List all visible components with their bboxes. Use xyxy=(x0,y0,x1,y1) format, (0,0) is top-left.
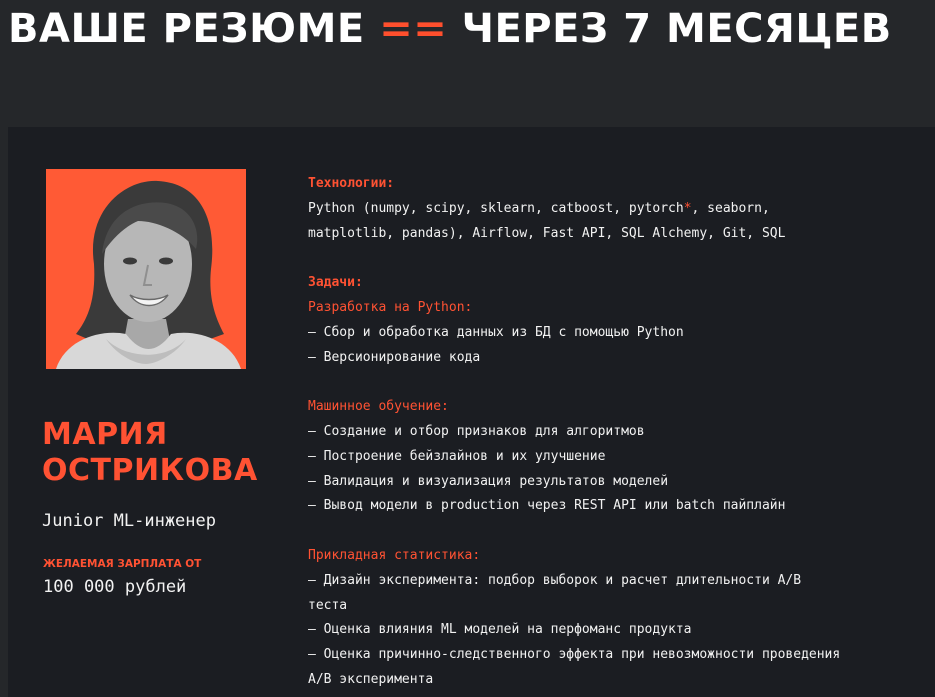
spacer xyxy=(308,370,908,395)
name-first: МАРИЯ xyxy=(42,417,168,452)
headline-accent: == xyxy=(379,6,448,52)
tech-line-1-text: Python (numpy, scipy, sklearn, catboost, pytorch xyxy=(308,200,684,216)
stats-task-item: теста xyxy=(308,597,348,613)
headline-part1: ВАШЕ РЕЗЮМЕ xyxy=(8,6,380,52)
stats-task-item: – Оценка причинно-следственного эффекта при невозможности проведения xyxy=(308,647,841,663)
page-headline xyxy=(8,4,935,54)
stats-section-title: Прикладная статистика: xyxy=(308,547,481,563)
name-last: ОСТРИКОВА xyxy=(42,453,258,488)
headline-part2: ЧЕРЕЗ 7 МЕСЯЦЕВ xyxy=(447,6,892,52)
ml-task-item: – Вывод модели в production через REST API или batch пайплайн xyxy=(308,498,786,514)
tasks-heading: Задачи: xyxy=(308,275,363,291)
stats-task-item: – Дизайн эксперимента: подбор выборок и расчет длительности A/B xyxy=(308,572,802,588)
pytorch-asterisk: * xyxy=(683,200,692,216)
spacer xyxy=(308,519,908,544)
resume-card xyxy=(8,127,935,697)
python-task-item: – Версионирование кода xyxy=(308,349,481,365)
candidate-name xyxy=(42,417,292,489)
python-section-title: Разработка на Python: xyxy=(308,299,473,315)
tech-line-2: matplotlib, pandas), Airflow, Fast API, SQL Alchemy, Git, SQL xyxy=(308,225,786,241)
spacer xyxy=(308,246,908,271)
python-task-item: – Сбор и обработка данных из БД с помощью Python xyxy=(308,324,684,340)
stats-task-item: – Оценка влияния ML моделей на перфоманс продукта xyxy=(308,622,692,638)
portrait-illustration xyxy=(46,169,246,369)
ml-section-title: Машинное обучение: xyxy=(308,399,449,415)
resume-details xyxy=(308,172,908,693)
salary-value: 100 000 рублей xyxy=(43,577,187,597)
salary-label: ЖЕЛАЕМАЯ ЗАРПЛАТА ОТ xyxy=(43,558,202,570)
ml-task-item: – Валидация и визуализация результатов моделей xyxy=(308,473,669,489)
ml-task-item: – Создание и отбор признаков для алгоритмов xyxy=(308,423,645,439)
candidate-role: Junior ML-инженер xyxy=(42,511,216,531)
portrait-photo xyxy=(46,169,246,369)
stats-task-item: A/B эксперимента xyxy=(308,671,434,687)
tech-line-1-rest: , seaborn, xyxy=(691,200,770,216)
ml-task-item: – Построение бейзлайнов и их улучшение xyxy=(308,448,606,464)
tech-heading: Технологии: xyxy=(308,176,395,191)
tech-line-1 xyxy=(308,197,908,222)
